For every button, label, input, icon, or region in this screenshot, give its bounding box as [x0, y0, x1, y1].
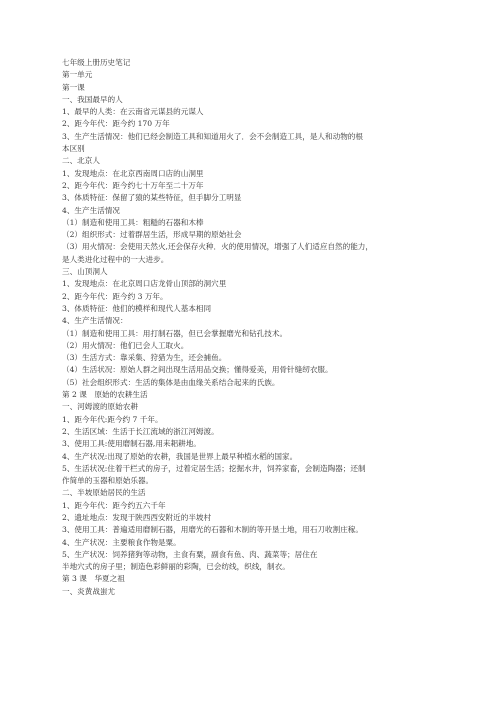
lesson-heading: 第 2 课 原始的农耕生活	[62, 390, 148, 400]
text-line: （3）用火情况：会使用天然火,还会保存火种．火的使用情况，增强了人们适应自然的能力，	[62, 242, 373, 252]
text-line: 2、生活区域：生活于长江流域的浙江河姆渡。	[62, 426, 219, 436]
text-line: 是人类进化过程中的一大进步。	[62, 254, 169, 264]
unit-heading: 第一单元	[62, 70, 93, 80]
text-line: 2、遗址地点：发现于陕西西安附近的半坡村	[62, 512, 212, 522]
text-line: 1、距今年代：距今约五六千年	[62, 500, 166, 510]
text-line: （1）制造和使用工具：用打制石器，但已会掌握磨光和钻孔技术。	[62, 328, 288, 338]
text-line: （2）用火情况：他们已会人工取火。	[62, 340, 189, 350]
text-line: （4）生活状况：原始人群之间出现生活用品交换；懂得爱美，用骨针缝纫衣服。	[62, 365, 333, 375]
section-heading: 一、河姆渡的原始农耕	[62, 402, 138, 412]
text-line: 4、生产状况：主要粮食作物是粟。	[62, 537, 181, 547]
text-line: （5）社会组织形式：生活的集体是由血缘关系结合起来的氏族。	[62, 377, 280, 387]
text-line: 半地穴式的房子里；制造色彩鲜丽的彩陶，已会纺线，织线，制衣。	[62, 562, 290, 572]
text-line: 2、距今年代：距今约七十万年至二十万年	[62, 180, 204, 190]
text-line: 4、生产生活情况：	[62, 316, 128, 326]
text-line: （3）生活方式：靠采集、狩猎为生，还会捕鱼。	[62, 353, 227, 363]
text-line: 1、最早的人类：在云南省元谋县的元谋人	[62, 107, 204, 117]
text-line: 2、距今年代：距今约 3 万年。	[62, 291, 168, 301]
text-line: 3、使用工具:使用磨制石器,用耒耜耕地。	[62, 439, 201, 449]
text-line: （1）制造和使用工具：粗糙的石器和木棒	[62, 217, 204, 227]
text-line: 5、生活状况:住着干栏式的房子，过着定居生活；挖掘水井，饲养家畜，会制造陶器；还制	[62, 463, 366, 473]
text-line: 3、体质特征：保留了猿的某些特征，但手脚分工明显	[62, 193, 242, 203]
section-heading: 三、山顶洞人	[62, 267, 108, 277]
document-title: 七年级上册历史笔记	[62, 58, 131, 67]
section-heading: 一、我国最早的人	[62, 94, 123, 104]
text-line: 5、生产状况：饲养猪狗等动物，主食有粟，副食有鱼、肉、蔬菜等；居住在	[62, 549, 318, 559]
text-line: 3、体质特征：他们的模样和现代人基本相同	[62, 303, 212, 313]
text-line: 3、使用工具：普遍适用磨制石器，用磨光的石器和木制的等开垦土地，用石刀收割庄稼。	[62, 525, 363, 535]
text-line: （2）组织形式：过着群居生活，形成早期的原始社会	[62, 230, 242, 240]
text-line: 4、生产生活情况	[62, 205, 120, 215]
section-heading: 二、半坡原始居民的生活	[62, 488, 146, 498]
document-body	[62, 57, 444, 598]
lesson-heading: 第一课	[62, 82, 85, 92]
text-line: 4、生产状况:出现了原始的农耕，我国是世界上最早种植水稻的国家。	[62, 451, 298, 461]
text-line: 1、距今年代:距今约 7 千年。	[62, 414, 163, 424]
text-line: 1、发现地点：在北京西南周口店的山洞里	[62, 168, 204, 178]
text-line: 本区别	[62, 144, 85, 154]
text-line: 作简单的玉器和原始乐器。	[62, 476, 154, 486]
text-line: 3、生产生活情况：他们已经会制造工具和知道用火了．会不会制造工具，是人和动物的根	[62, 131, 363, 141]
section-heading: 二、北京人	[62, 156, 100, 166]
lesson-heading: 第 3 课 华夏之祖	[62, 574, 125, 584]
text-line: 1、发现地点：在北京周口店龙骨山顶部的洞穴里	[62, 279, 227, 289]
section-heading: 一、炎黄战蚩尤	[62, 586, 116, 596]
text-line: 2、距今年代：距今约 170 万年	[62, 119, 170, 129]
